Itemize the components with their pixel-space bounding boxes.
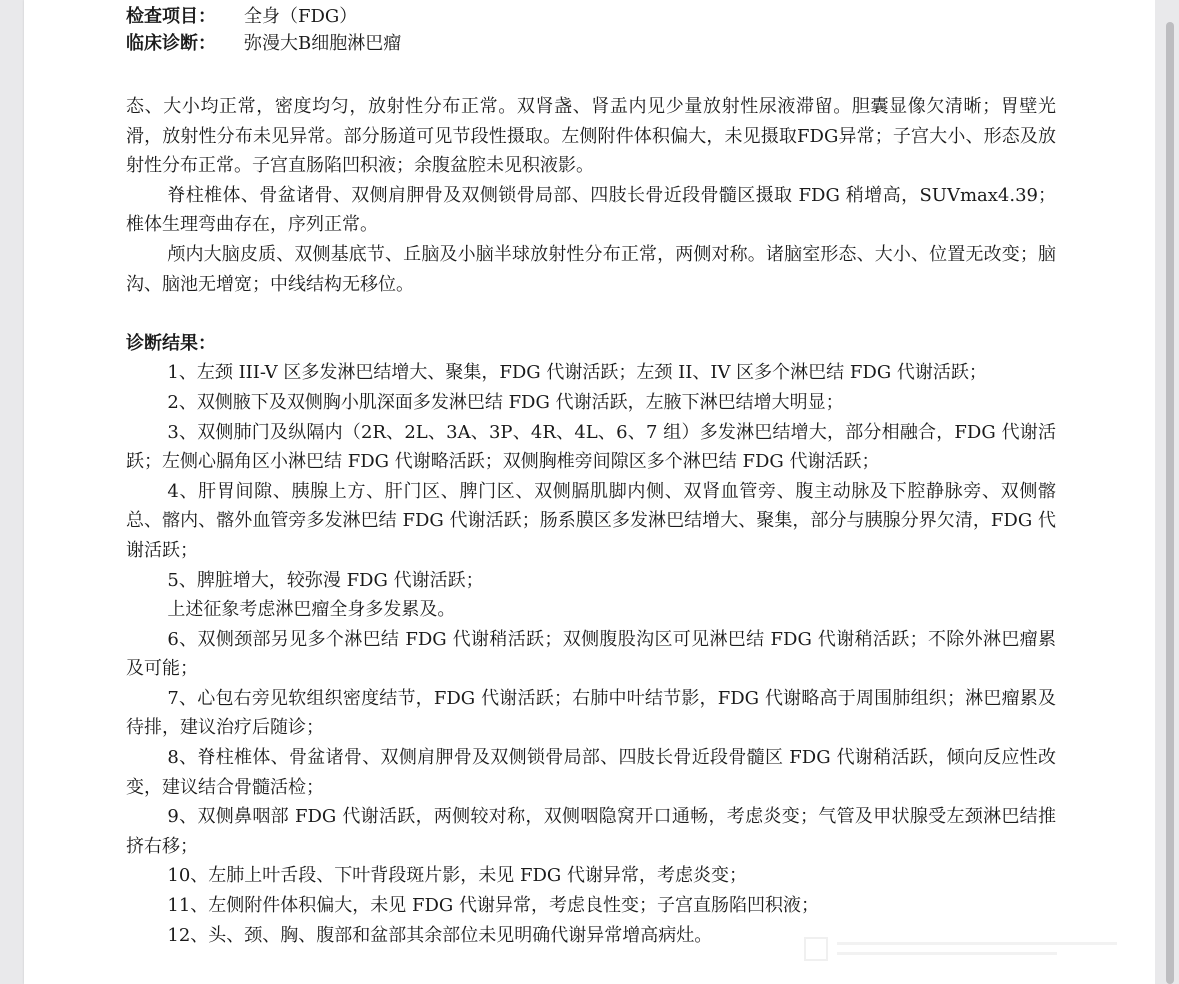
- section-spacer: [126, 299, 1056, 329]
- conclusion-item: 3、双侧肺门及纵隔内（2R、2L、3A、3P、4R、4L、6、7 组）多发淋巴结增大，部分相融合，FDG 代谢活跃；左侧心膈角区小淋巴结 FDG 代谢略活跃；双侧胸椎旁间隙区多个淋巴结 FDG 代谢活跃；: [126, 421, 1056, 473]
- report-page: [24, 0, 1155, 984]
- conclusion-item: 10、左肺上叶舌段、下叶背段斑片影，未见 FDG 代谢异常，考虑炎变；: [167, 865, 748, 887]
- clinical-diagnosis-value: 弥漫大B细胞淋巴瘤: [244, 33, 402, 54]
- scrollbar-thumb[interactable]: [1166, 22, 1174, 984]
- conclusion-item: 9、双侧鼻咽部 FDG 代谢活跃，两侧较对称，双侧咽隐窝开口通畅，考虑炎变；气管及甲状腺受左颈淋巴结推挤右移；: [126, 806, 1056, 857]
- report-body: [126, 92, 1056, 950]
- watermark-graphic: [803, 932, 1133, 966]
- conclusion-item: 11、左侧附件体积偏大，未见 FDG 代谢异常，考虑良性变；子宫直肠陷凹积液；: [167, 895, 820, 917]
- conclusion-item: 12、头、颈、胸、腹部和盆部其余部位未见明确代谢异常增高病灶。: [167, 924, 713, 946]
- exam-item-value: 全身（FDG）: [244, 6, 358, 27]
- vertical-scrollbar[interactable]: [1155, 0, 1179, 984]
- finding-paragraph: 脊柱椎体、骨盆诸骨、双侧肩胛骨及双侧锁骨局部、四肢长骨近段骨髓区摄取 FDG 稍增高，SUVmax4.39；椎体生理弯曲存在，序列正常。: [126, 184, 1056, 236]
- exam-item-label: 检查项目：: [126, 6, 216, 27]
- finding-paragraph: 颅内大脑皮质、双侧基底节、丘脑及小脑半球放射性分布正常，两侧对称。诸脑室形态、大小、位置无改变；脑沟、脑池无增宽；中线结构无移位。: [126, 243, 1056, 295]
- conclusion-item: 7、心包右旁见软组织密度结节，FDG 代谢活跃；右肺中叶结节影，FDG 代谢略高于周围肺组织；淋巴瘤累及待排，建议治疗后随诊；: [126, 687, 1056, 739]
- conclusion-title: 诊断结果：: [126, 332, 216, 354]
- finding-paragraph: 态、大小均正常，密度均匀，放射性分布正常。双肾盏、肾盂内见少量放射性尿液滞留。胆囊显像欠清晰；胃壁光滑，放射性分布未见异常。部分肠道可见节段性摄取。左侧附件体积偏大，未见摄取FDG异常；子宫大小、形态及放射性分布正常。子宫直肠陷凹积液；余腹盆腔未见积液影。: [126, 96, 1056, 177]
- conclusion-item: 4、肝胃间隙、胰腺上方、肝门区、脾门区、双侧膈肌脚内侧、双肾血管旁、腹主动脉及下腔静脉旁、双侧髂总、髂内、髂外血管旁多发淋巴结 FDG 代谢活跃；肠系膜区多发淋巴结增大、聚集，部分与胰腺分界欠清，FDG 代谢活跃；: [126, 480, 1056, 561]
- clinical-diagnosis-label: 临床诊断：: [126, 33, 216, 54]
- conclusion-item: 8、脊柱椎体、骨盆诸骨、双侧肩胛骨及双侧锁骨局部、四肢长骨近段骨髓区 FDG 代谢稍活跃，倾向反应性改变，建议结合骨髓活检；: [126, 747, 1056, 798]
- clinical-diagnosis-row: [126, 33, 401, 55]
- conclusion-item: 6、双侧颈部另见多个淋巴结 FDG 代谢稍活跃；双侧腹股沟区可见淋巴结 FDG 代谢稍活跃；不除外淋巴瘤累及可能；: [126, 628, 1056, 680]
- exam-item-row: [126, 6, 357, 28]
- conclusion-item: 上述征象考虑淋巴瘤全身多发累及。: [167, 599, 456, 621]
- conclusion-item: 2、双侧腋下及双侧胸小肌深面多发淋巴结 FDG 代谢活跃，左腋下淋巴结增大明显；: [167, 391, 844, 413]
- conclusion-item: 5、脾脏增大，较弥漫 FDG 代谢活跃；: [167, 569, 484, 591]
- conclusion-item: 1、左颈 III-V 区多发淋巴结增大、聚集，FDG 代谢活跃；左颈 II、IV 区多个淋巴结 FDG 代谢活跃；: [167, 362, 987, 384]
